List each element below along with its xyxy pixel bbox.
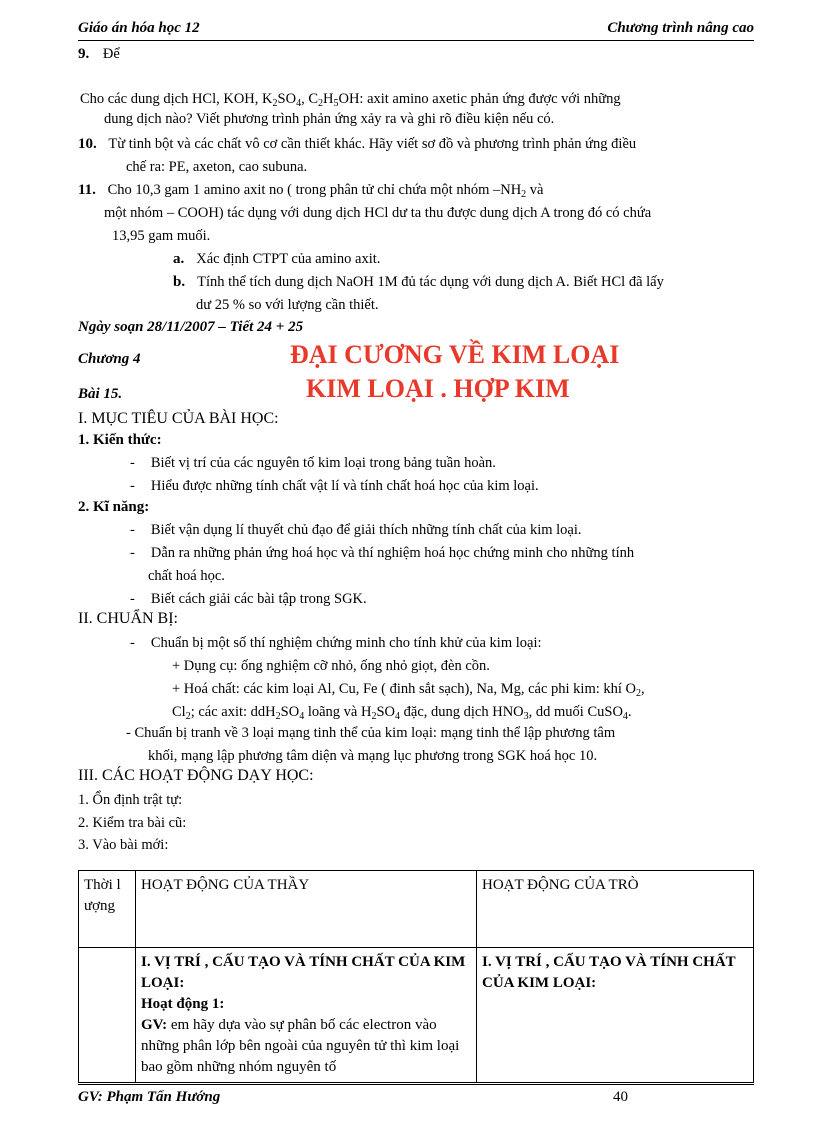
prep-chemicals-cont: $Cl_2$; các axit: $ddH_2SO_4$ loãng và $H_2SO_4$ đặc, dung dịch $HNO_3$, dd muối CuSO$_4$. xyxy=(172,704,632,722)
question-11-part-a: a. Xác định CTPT của amino axit. xyxy=(173,251,381,267)
skills-item-1: - Biết vận dụng lí thuyết chủ đạo để giải thích những tính chất của kim loại. xyxy=(130,522,582,538)
page-header xyxy=(78,18,754,41)
header-student: HOẠT ĐỘNG CỦA TRÒ xyxy=(477,871,754,948)
knowledge-item-2: - Hiểu được những tính chất vật lí và tính chất hoá học của kim loại. xyxy=(130,478,539,494)
header-right: Chương trình nâng cao xyxy=(607,20,754,36)
step-3: 3. Vào bài mới: xyxy=(78,837,169,853)
skills-title: 2. Kĩ năng: xyxy=(78,499,150,515)
row-student-cell xyxy=(477,948,754,1083)
question-11-line3: 13,95 gam muối. xyxy=(112,228,211,244)
prep-item-1: - Chuẩn bị một số thí nghiệm chứng minh cho tính khử của kim loại: xyxy=(130,635,542,651)
section-3-title: III. CÁC HOẠT ĐỘNG DẠY HỌC: xyxy=(78,767,314,784)
teacher-question: GV: em hãy dựa vào sự phân bố các electron vào những phân lớp bên ngoài của nguyên tử thì kim loại bao gồm những nhóm nguyên tố xyxy=(141,1017,460,1075)
step-2: 2. Kiểm tra bài cũ: xyxy=(78,815,187,831)
question-9-number: 9. xyxy=(78,46,90,62)
prep-item-2: - Chuẩn bị tranh về 3 loại mạng tinh thể của kim loại: mạng tinh thể lập phương tâm xyxy=(126,725,616,741)
question-11-part-b: b. Tính thể tích dung dịch NaOH 1M đủ tác dụng với dung dịch A. Biết HCl đã lấy xyxy=(173,274,664,290)
date-line: Ngày soạn 28/11/2007 – Tiết 24 + 25 xyxy=(78,319,304,335)
student-section-title: I. VỊ TRÍ , CẤU TẠO VÀ TÍNH CHẤT CỦA KIM LOẠI: xyxy=(482,954,736,991)
header-left: Giáo án hóa học 12 xyxy=(78,20,200,36)
prep-chemicals: + Hoá chất: các kim loại Al, Cu, Fe ( đinh sắt sạch), Na, Mg, các phi kim: khí $O_2$, xyxy=(172,681,645,699)
table-header-row xyxy=(79,871,754,948)
skills-item-2-cont: chất hoá học. xyxy=(148,568,225,584)
section-1-title: I. MỤC TIÊU CỦA BÀI HỌC: xyxy=(78,410,279,427)
lesson-title: KIM LOẠI . HỢP KIM xyxy=(306,374,570,403)
chapter-label: Chương 4 xyxy=(78,351,141,367)
row-time-cell xyxy=(79,948,136,1083)
header-time: Thời lượng xyxy=(79,871,136,948)
section-2-title: II. CHUẨN BỊ: xyxy=(78,610,178,627)
row-teacher-cell xyxy=(136,948,477,1083)
lesson-label: Bài 15. xyxy=(78,386,123,402)
activity-table xyxy=(78,870,754,1083)
question-9-body-line2: dung dịch nào? Viết phương trình phản ứng xảy ra và ghi rõ điều kiện nếu có. xyxy=(104,111,555,127)
question-11-line2: một nhóm – COOH) tác dụng với dung dịch HCl dư ta thu được dung dịch A trong đó có chứa xyxy=(104,205,652,221)
question-9-text: Để xyxy=(102,46,120,62)
teacher-activity-label: Hoạt động 1: xyxy=(141,996,225,1012)
prep-item-2-cont: khối, mạng lập phương tâm diện và mạng lục phương trong SGK hoá học 10. xyxy=(148,748,598,764)
prep-tools: + Dụng cụ: ống nghiệm cỡ nhỏ, ống nhỏ giọt, đèn cồn. xyxy=(172,658,490,674)
question-11: 11. Cho 10,3 gam 1 amino axit no ( trong phân tử chỉ chứa một nhóm $-NH_2$ và xyxy=(78,182,544,200)
question-10: 10. Từ tinh bột và các chất vô cơ cần thiết khác. Hãy viết sơ đồ và phương trình phản ứng điều xyxy=(78,136,637,152)
knowledge-item-1: - Biết vị trí của các nguyên tố kim loại trong bảng tuần hoàn. xyxy=(130,455,496,471)
question-10-number: 10. xyxy=(78,136,97,152)
page-number: 40 xyxy=(613,1089,628,1105)
teacher-section-title: I. VỊ TRÍ , CẤU TẠO VÀ TÍNH CHẤT CỦA KIM LOẠI: xyxy=(141,954,466,991)
question-9 xyxy=(78,45,120,63)
knowledge-title: 1. Kiến thức: xyxy=(78,432,162,448)
chapter-title: ĐẠI CƯƠNG VỀ KIM LOẠI xyxy=(290,340,620,369)
skills-item-2: - Dẫn ra những phản ứng hoá học và thí nghiệm hoá học chứng minh cho những tính xyxy=(130,545,635,561)
table-row xyxy=(79,948,754,1083)
footer-author: GV: Phạm Tấn Hướng xyxy=(78,1089,221,1105)
question-11-number: 11. xyxy=(78,182,96,198)
step-1: 1. Ổn định trật tự: xyxy=(78,792,183,808)
question-11-part-b-line2: dư 25 % so với lượng cần thiết. xyxy=(196,297,379,313)
skills-item-3: - Biết cách giải các bài tập trong SGK. xyxy=(130,591,367,607)
page-footer xyxy=(78,1084,754,1107)
header-teacher: HOẠT ĐỘNG CỦA THẦY xyxy=(136,871,477,948)
question-10-line2: chế ra: PE, axeton, cao subuna. xyxy=(126,159,308,175)
question-9-body-line1: Cho các dung dịch HCl, KOH, $K_2SO_4$, $C_2H_5OH$: axit amino axetic phản ứng được với những xyxy=(80,91,621,109)
